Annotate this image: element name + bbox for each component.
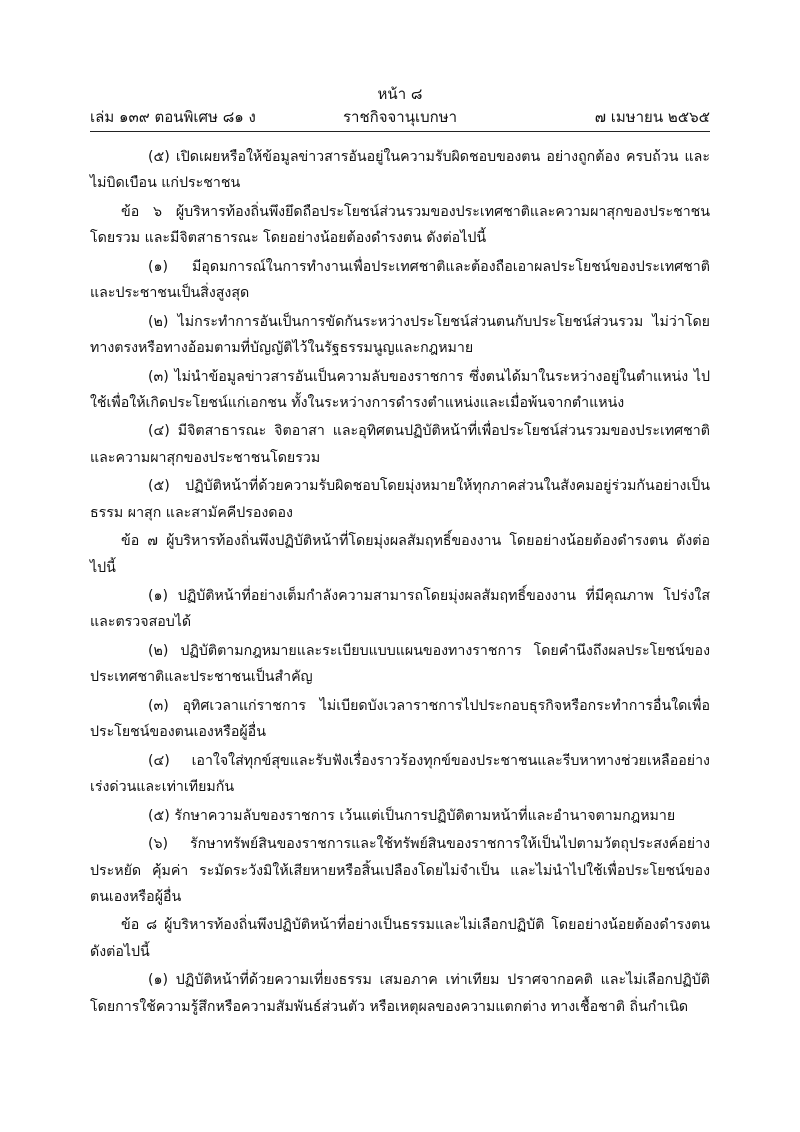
volume-issue: เล่ม ๑๓๙ ตอนพิเศษ ๘๑ ง [90,108,256,126]
paragraph-item: (๒) ปฏิบัติตามกฎหมายและระเบียบแบบแผนของทางราชการ โดยคำนึงถึงผลประโยชน์ของประเทศชาติและประชาชนเป็นสำคัญ [90,643,710,686]
paragraph-clause: ข้อ ๘ ผู้บริหารท้องถิ่นพึงปฏิบัติหน้าที่อย่างเป็นธรรมและไม่เลือกปฏิบัติ โดยอย่างน้อยต้องดำรงตน ดังต่อไปนี้ [90,917,710,960]
running-header [90,106,710,128]
paragraph-item: (๑) ปฏิบัติหน้าที่ด้วยความเที่ยงธรรม เสมอภาค เท่าเทียม ปราศจากอคติ และไม่เลือกปฏิบัติโดยการใช้ความรู้สึกหรือความสัมพันธ์ส่วนตัว หรือเหตุผลของความแตกต่าง ทางเชื้อชาติ ถิ่นกำเนิด [90,972,710,1015]
paragraph-item: (๔) เอาใจใส่ทุกข์สุขและรับฟังเรื่องราวร้องทุกข์ของประชาชนและรีบหาทางช่วยเหลืออย่างเร่งด่วนและเท่าเทียมกัน [90,752,710,796]
paragraph-item: (๖) รักษาทรัพย์สินของราชการและใช้ทรัพย์สินของราชการให้เป็นไปตามวัตถุประสงค์อย่างประหยัด คุ้มค่า ระมัดระวังมิให้เสียหายหรือสิ้นเปลืองโดยไม่จำเป็น และไม่นำไปใช้เพื่อประโยชน์ของตนเองหรือผู้อื่น [90,836,710,905]
paragraph-item: (๑) ปฏิบัติหน้าที่อย่างเต็มกำลังความสามารถโดยมุ่งผลสัมฤทธิ์ของงาน ที่มีคุณภาพ โปร่งใส และตรวจสอบได้ [90,588,710,631]
paragraph-item: (๓) อุทิศเวลาแก่ราชการ ไม่เบียดบังเวลาราชการไปประกอบธุรกิจหรือกระทำการอื่นใดเพื่อประโยชน์ของตนเองหรือผู้อื่น [90,697,710,741]
paragraph-item: (๑) มีอุดมการณ์ในการทำงานเพื่อประเทศชาติและต้องถือเอาผลประโยชน์ของประเทศชาติและประชาชนเป็นสิ่งสูงสุด [90,258,710,302]
publication-date: ๗ เมษายน ๒๕๖๕ [594,108,710,126]
paragraph-item: (๓) ไม่นำข้อมูลข่าวสารอันเป็นความลับของราชการ ซึ่งตนได้มาในระหว่างอยู่ในตำแหน่ง ไปใช้เพื่อให้เกิดประโยชน์แก่เอกชน ทั้งในระหว่างการดำรงตำแหน่งและเมื่อพ้นจากตำแหน่ง [90,368,710,411]
paragraph-item: (๔) มีจิตสาธารณะ จิตอาสา และอุทิศตนปฏิบัติหน้าที่เพื่อประโยชน์ส่วนรวมของประเทศชาติและความผาสุกของประชาชนโดยรวม [90,423,710,466]
paragraph-item: (๕) เปิดเผยหรือให้ข้อมูลข่าวสารอันอยู่ในความรับผิดชอบของตน อย่างถูกต้อง ครบถ้วน และไม่บิดเบือน แก่ประชาชน [90,149,710,192]
paragraph-clause: ข้อ ๖ ผู้บริหารท้องถิ่นพึงยึดถือประโยชน์ส่วนรวมของประเทศชาติและความผาสุกของประชาชนโดยรวม และมีจิตสาธารณะ โดยอย่างน้อยต้องดำรงตน ดังต่อไปนี้ [90,203,710,247]
paragraph-item: (๕) ปฏิบัติหน้าที่ด้วยความรับผิดชอบโดยมุ่งหมายให้ทุกภาคส่วนในสังคมอยู่ร่วมกันอย่างเป็นธรรม ผาสุก และสามัคคีปรองดอง [90,478,710,521]
paragraph-item: (๕) รักษาความลับของราชการ เว้นแต่เป็นการปฏิบัติตามหน้าที่และอำนาจตามกฎหมาย [148,807,676,824]
publication-title: ราชกิจจานุเบกษา [342,108,458,126]
page-number: หน้า ๘ [377,85,423,103]
document-body [90,144,710,1022]
paragraph-item: (๒) ไม่กระทำการอันเป็นการขัดกันระหว่างประโยชน์ส่วนตนกับประโยชน์ส่วนรวม ไม่ว่าโดยทางตรงหรือทางอ้อมตามที่บัญญัติไว้ในรัฐธรรมนูญและกฎหมาย [90,313,710,356]
paragraph-clause: ข้อ ๗ ผู้บริหารท้องถิ่นพึงปฏิบัติหน้าที่โดยมุ่งผลสัมฤทธิ์ของงาน โดยอย่างน้อยต้องดำรงตน ดังต่อไปนี้ [90,533,710,576]
header-divider [90,131,710,132]
